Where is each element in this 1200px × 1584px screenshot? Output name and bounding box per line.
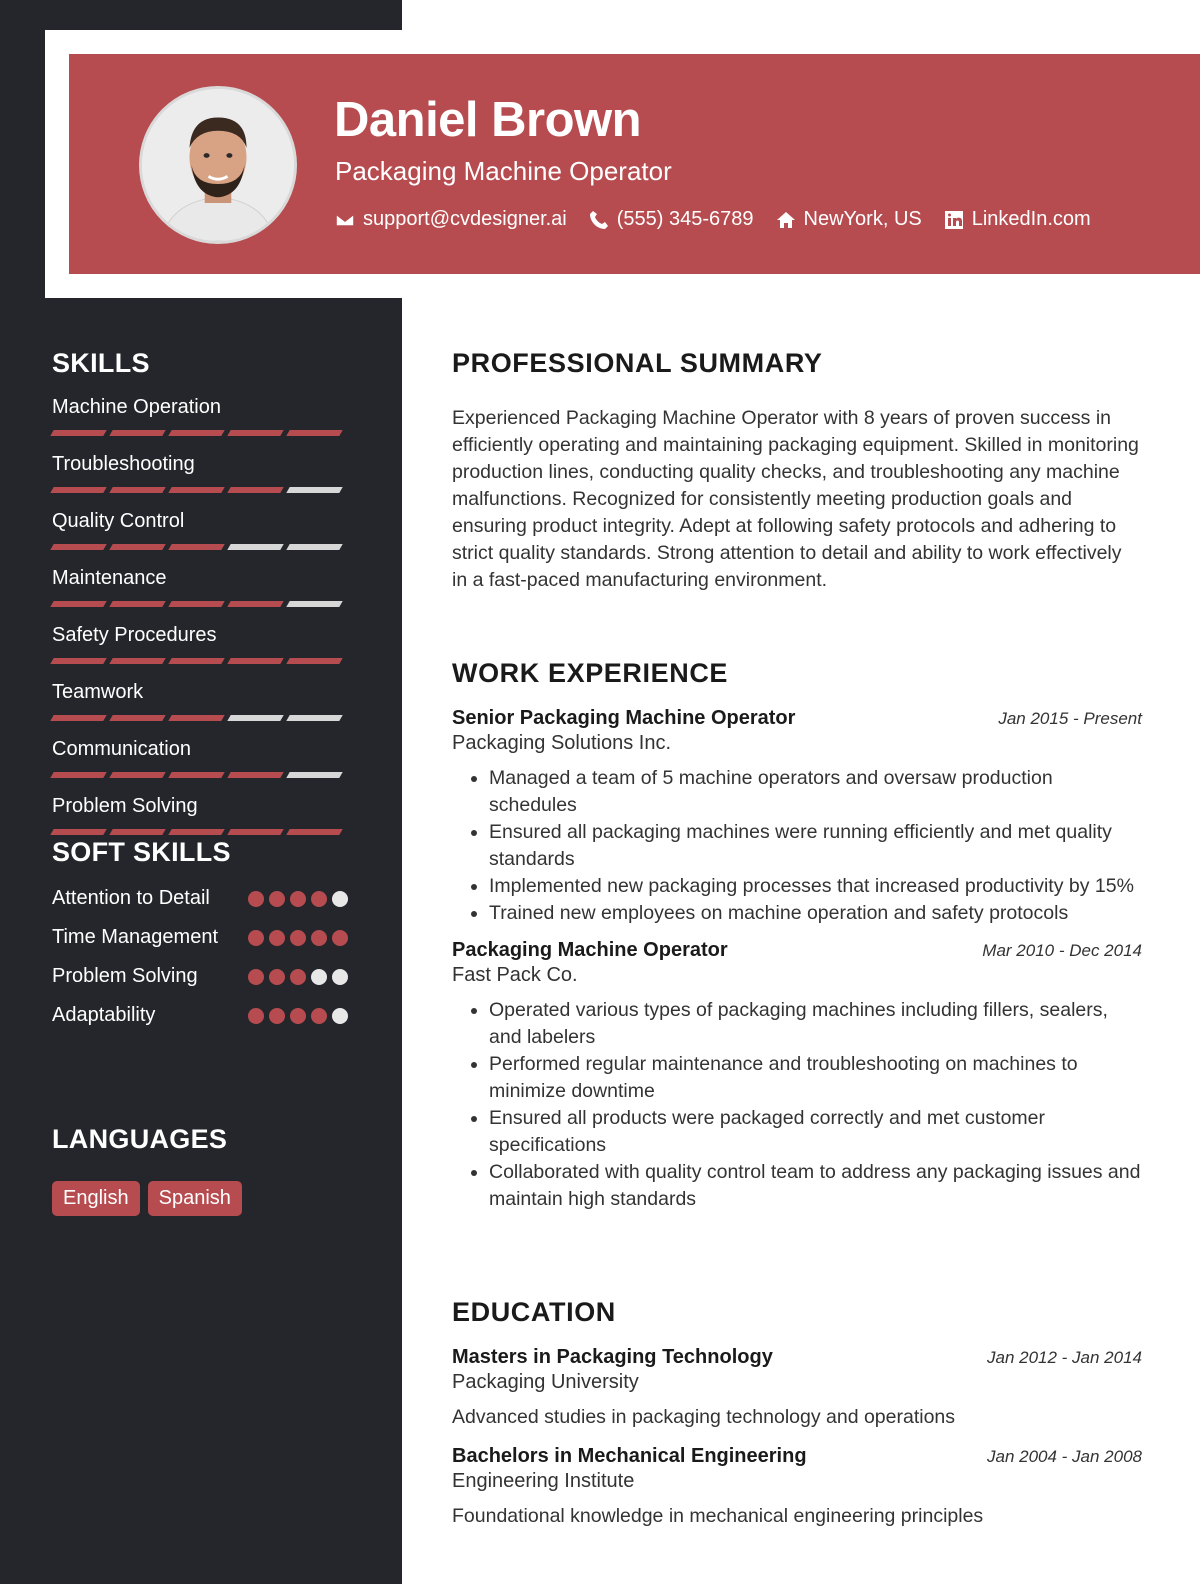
skill-level-segment — [50, 544, 106, 550]
skill-level-segment — [227, 772, 283, 778]
education-school: Engineering Institute — [452, 1470, 635, 1492]
skill-level-segment — [168, 430, 224, 436]
skill-level-segment — [286, 544, 342, 550]
rating-dot — [290, 969, 306, 985]
header-card — [45, 30, 1200, 298]
contact-list — [335, 208, 1091, 231]
rating-dot — [332, 930, 348, 946]
education-section — [452, 1297, 1142, 1530]
skill-level-segment — [109, 772, 165, 778]
soft-skill-item — [52, 962, 348, 990]
skill-level-segment — [109, 430, 165, 436]
skill-item — [52, 681, 348, 721]
rating-dot — [269, 891, 285, 907]
skill-level-bar — [52, 772, 348, 778]
skill-name: Maintenance — [52, 567, 167, 589]
languages-list — [52, 1181, 348, 1216]
rating-dot — [290, 1008, 306, 1024]
skill-level-segment — [227, 715, 283, 721]
job-date: Jan 2015 - Present — [998, 709, 1142, 728]
rating-dot — [290, 891, 306, 907]
summary-title: PROFESSIONAL SUMMARY — [452, 348, 823, 378]
experience-title: WORK EXPERIENCE — [452, 658, 729, 688]
job-bullet: • Trained new employees on machine operation and safety protocols — [489, 900, 1142, 927]
skill-name: Teamwork — [52, 681, 144, 703]
soft-skill-name: Time Management — [52, 926, 218, 948]
job-bullets — [452, 765, 1142, 927]
experience-section — [452, 658, 1142, 1213]
jobs-list — [452, 707, 1142, 1213]
skill-level-segment — [109, 829, 165, 835]
skill-level-bar — [52, 829, 348, 835]
skill-level-segment — [168, 601, 224, 607]
contact-linkedin-text: LinkedIn.com — [971, 208, 1091, 230]
rating-dot — [248, 969, 264, 985]
skill-level-segment — [227, 601, 283, 607]
skill-level-segment — [168, 829, 224, 835]
rating-dot — [269, 930, 285, 946]
rating-dot — [269, 1008, 285, 1024]
skill-level-segment — [109, 544, 165, 550]
education-date: Jan 2012 - Jan 2014 — [986, 1348, 1142, 1367]
skill-level-bar — [52, 430, 348, 436]
job-header — [452, 939, 1142, 962]
job-bullets — [452, 997, 1142, 1213]
rating-dot — [269, 969, 285, 985]
education-entry — [452, 1346, 1142, 1431]
languages-section — [52, 1124, 348, 1216]
header-band — [69, 54, 1200, 274]
rating-dot — [248, 930, 264, 946]
contact-email-text: support@cvdesigner.ai — [363, 208, 567, 230]
job-bullet: • Collaborated with quality control team to address any packaging issues and maintain high standards — [489, 1159, 1142, 1213]
soft-skill-item — [52, 923, 348, 951]
envelope-icon — [335, 210, 355, 230]
job-entry — [452, 939, 1142, 1213]
job-bullet: • Implemented new packaging processes that increased productivity by 15% — [489, 873, 1142, 900]
skill-level-segment — [168, 715, 224, 721]
skill-item — [52, 795, 348, 835]
skill-level-segment — [109, 487, 165, 493]
job-bullet: • Performed regular maintenance and troubleshooting on machines to minimize downtime — [489, 1051, 1142, 1105]
skill-item — [52, 453, 348, 493]
linkedin-icon — [944, 210, 964, 230]
skill-level-segment — [50, 772, 106, 778]
skill-level-segment — [168, 658, 224, 664]
summary-text: Experienced Packaging Machine Operator with 8 years of proven success in efficiently operating and maintaining packaging equipment. Skilled in monitoring production lines, conducting quality checks, and troubleshooting any machine malfunctions. Recognized for consistently meeting production goals and ensuring product integrity. Adept at following safety protocols and adhering to strict quality standards. Strong attention to detail and ability to work effectively in a fast-paced manufacturing environment. — [452, 407, 1139, 591]
job-company: Packaging Solutions Inc. — [452, 732, 672, 754]
job-entry — [452, 707, 1142, 927]
skill-level-segment — [286, 601, 342, 607]
education-degree: Bachelors in Mechanical Engineering — [452, 1445, 807, 1467]
skill-level-segment — [50, 487, 106, 493]
soft-skill-rating — [248, 891, 348, 907]
skill-level-segment — [109, 601, 165, 607]
skill-level-bar — [52, 544, 348, 550]
contact-linkedin[interactable] — [944, 208, 1091, 231]
skill-level-segment — [227, 829, 283, 835]
rating-dot — [290, 930, 306, 946]
profile-photo-icon — [142, 89, 294, 241]
skill-level-segment — [50, 829, 106, 835]
education-list — [452, 1346, 1142, 1530]
skill-name: Problem Solving — [52, 795, 198, 817]
job-bullet: • Managed a team of 5 machine operators and oversaw production schedules — [489, 765, 1142, 819]
skill-level-segment — [286, 658, 342, 664]
education-entry — [452, 1445, 1142, 1530]
phone-icon — [589, 210, 609, 230]
job-date: Mar 2010 - Dec 2014 — [982, 941, 1142, 960]
skill-level-segment — [227, 487, 283, 493]
job-bullet: • Ensured all packaging machines were running efficiently and met quality standards — [489, 819, 1142, 873]
skill-name: Troubleshooting — [52, 453, 195, 475]
job-title: Senior Packaging Machine Operator — [452, 707, 796, 729]
soft-skill-rating — [248, 930, 348, 946]
education-description: Foundational knowledge in mechanical engineering principles — [452, 1505, 984, 1527]
rating-dot — [311, 969, 327, 985]
skill-item — [52, 624, 348, 664]
contact-email[interactable] — [335, 208, 567, 231]
contact-phone[interactable] — [589, 208, 754, 231]
soft-skills-list — [52, 884, 348, 1029]
job-header — [452, 707, 1142, 730]
skill-level-bar — [52, 658, 348, 664]
soft-skill-item — [52, 1001, 348, 1029]
rating-dot — [311, 1008, 327, 1024]
contact-location — [776, 208, 922, 231]
soft-skills-title: SOFT SKILLS — [52, 837, 231, 867]
rating-dot — [248, 891, 264, 907]
contact-phone-text: (555) 345-6789 — [616, 208, 754, 230]
language-badge: English — [52, 1181, 140, 1216]
soft-skill-name: Attention to Detail — [52, 887, 210, 909]
rating-dot — [332, 969, 348, 985]
skill-level-segment — [286, 772, 342, 778]
soft-skill-rating — [248, 969, 348, 985]
skill-level-segment — [227, 430, 283, 436]
skill-item — [52, 567, 348, 607]
skill-name: Communication — [52, 738, 191, 760]
skill-level-segment — [286, 715, 342, 721]
soft-skill-rating — [248, 1008, 348, 1024]
soft-skill-name: Adaptability — [52, 1004, 156, 1026]
education-title: EDUCATION — [452, 1297, 616, 1327]
job-bullet: • Ensured all products were packaged correctly and met customer specifications — [489, 1105, 1142, 1159]
education-degree: Masters in Packaging Technology — [452, 1346, 773, 1368]
skill-level-segment — [286, 829, 342, 835]
job-title: Packaging Machine Operator — [452, 939, 728, 961]
skill-level-segment — [227, 544, 283, 550]
skill-level-segment — [50, 430, 106, 436]
skill-item — [52, 396, 348, 436]
rating-dot — [311, 930, 327, 946]
skill-level-segment — [168, 487, 224, 493]
skills-title: SKILLS — [52, 348, 150, 378]
candidate-role: Packaging Machine Operator — [335, 156, 672, 186]
education-date: Jan 2004 - Jan 2008 — [986, 1447, 1142, 1466]
skill-level-segment — [50, 601, 106, 607]
skill-name: Safety Procedures — [52, 624, 217, 646]
skill-level-segment — [168, 544, 224, 550]
job-company: Fast Pack Co. — [452, 964, 578, 986]
skill-item — [52, 738, 348, 778]
job-bullet: • Operated various types of packaging machines including fillers, sealers, and labelers — [489, 997, 1142, 1051]
contact-location-text: NewYork, US — [803, 208, 922, 230]
rating-dot — [311, 891, 327, 907]
skill-level-segment — [286, 430, 342, 436]
skills-list — [52, 396, 348, 835]
soft-skills-section — [52, 837, 348, 1029]
skill-level-segment — [168, 772, 224, 778]
skill-level-bar — [52, 601, 348, 607]
skill-name: Machine Operation — [52, 396, 221, 418]
skill-name: Quality Control — [52, 510, 185, 532]
education-header — [452, 1445, 1142, 1468]
languages-title: LANGUAGES — [52, 1124, 228, 1154]
skill-level-segment — [50, 658, 106, 664]
language-badge: Spanish — [148, 1181, 242, 1216]
soft-skill-name: Problem Solving — [52, 965, 198, 987]
rating-dot — [332, 891, 348, 907]
skill-level-bar — [52, 715, 348, 721]
avatar — [139, 86, 297, 244]
skill-item — [52, 510, 348, 550]
rating-dot — [248, 1008, 264, 1024]
soft-skill-item — [52, 884, 348, 912]
education-school: Packaging University — [452, 1371, 639, 1393]
skill-level-bar — [52, 487, 348, 493]
rating-dot — [332, 1008, 348, 1024]
skill-level-segment — [227, 658, 283, 664]
skill-level-segment — [109, 658, 165, 664]
education-header — [452, 1346, 1142, 1369]
education-description: Advanced studies in packaging technology and operations — [452, 1406, 956, 1428]
skill-level-segment — [109, 715, 165, 721]
candidate-name: Daniel Brown — [334, 93, 642, 147]
skill-level-segment — [50, 715, 106, 721]
skill-level-segment — [286, 487, 342, 493]
home-icon — [776, 210, 796, 230]
summary-section — [452, 348, 1142, 594]
skills-section — [52, 348, 348, 835]
